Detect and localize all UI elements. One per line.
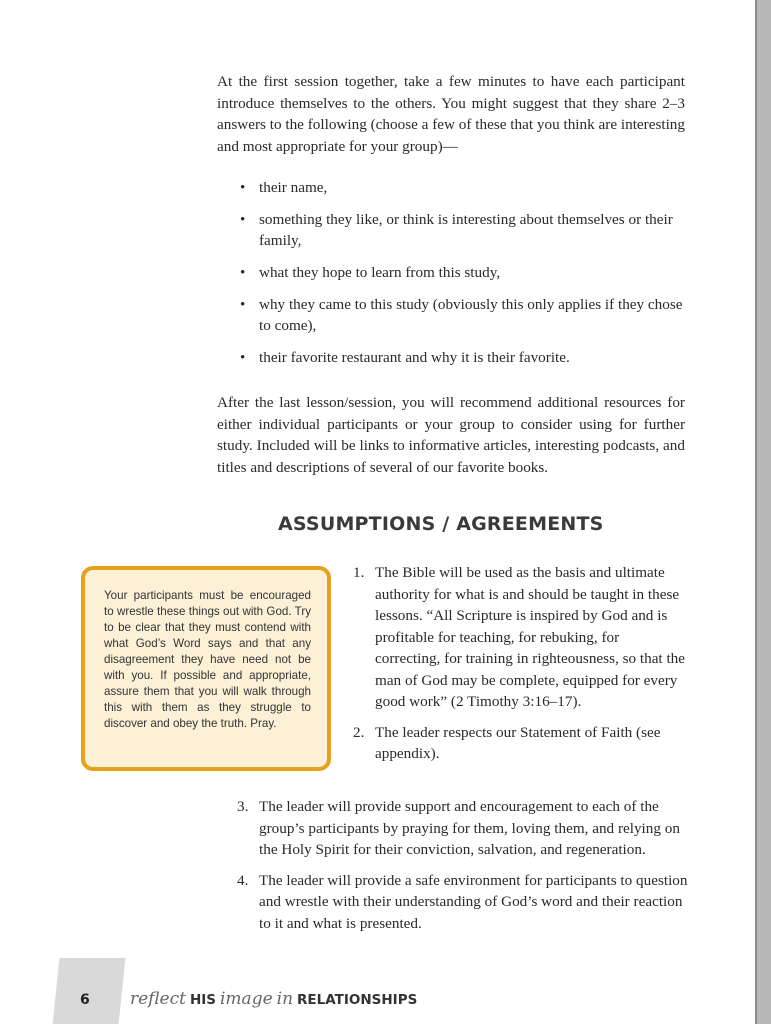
agreements-list-lower [237,796,689,943]
bullet-icon: • [240,264,246,281]
section-heading: ASSUMPTIONS / AGREEMENTS [278,513,604,535]
title-word: reflect [130,989,186,1009]
title-word: RELATIONSHIPS [297,992,418,1008]
callout-text: Your participants must be encouraged to wrestle these things out with God. Try to be clear that they must contend with what God’s Word says and that any disagreement they have need not be with you. If possible and appropriate, assure them that you will walk through this with them as they struggle to discover and obey the truth. Pray. [104,589,311,730]
intro-paragraph: At the first session together, take a few minutes to have each participant introduce themselves to the others. You might suggest that they share 2–3 answers to the following (choose a few of these that you think are interesting and most appropriate for your group)— [217,73,685,155]
list-item: • their name, [240,179,328,196]
page-edge-line [755,0,757,1024]
list-item: • something they like, or think is interesting about themselves or their family, [240,211,673,249]
list-item: 1. The Bible will be used as the basis and ultimate authority for what is and should be taught in these lessons. “All Scripture is inspired by God and is profitable for teaching, for rebuking, for correcting, for training in righteousness, so that the man of God may be complete, equipped for every good work” (2 Timothy 3:16–17). [353,564,686,710]
list-item: • why they came to this study (obviously this only applies if they chose to come), [240,296,683,334]
leader-tip-callout [81,566,331,771]
list-item: 2. The leader respects our Statement of Faith (see appendix). [353,723,661,762]
list-item: • their favorite restaurant and why it is their favorite. [240,349,570,366]
participant-prompts-list [217,177,687,379]
agreements-list-upper [353,562,687,774]
bullet-icon: • [240,211,246,228]
item-number: 3. [237,798,249,815]
bullet-icon: • [240,179,246,196]
bullet-icon: • [240,349,246,366]
item-number: 1. [353,564,365,581]
title-word: HIS [189,992,216,1008]
page-edge-shadow [755,0,771,1024]
bullet-icon: • [240,296,246,313]
title-word: image [220,989,273,1009]
title-word: in [276,989,294,1009]
list-item: 4. The leader will provide a safe environment for participants to question and wrestle with their understanding of God’s word and their reaction to it and what is presented. [237,871,688,932]
page-number: 6 [80,992,90,1008]
item-number: 4. [237,871,249,889]
page-number-tab [53,958,126,1024]
item-number: 2. [353,723,365,741]
resources-paragraph: After the last lesson/session, you will recommend additional resources for either individual participants or your group to consider using for further study. Included will be links to informative articles, interesting podcasts, and titles and descriptions of several of our favorite books. [217,394,685,476]
list-item: • what they hope to learn from this study, [240,264,501,281]
list-item: 3. The leader will provide support and encouragement to each of the group’s participants by praying for them, loving them, and relying on the Holy Spirit for their conviction, salvation, and regeneration. [237,798,680,858]
book-title-footer [130,989,417,1009]
